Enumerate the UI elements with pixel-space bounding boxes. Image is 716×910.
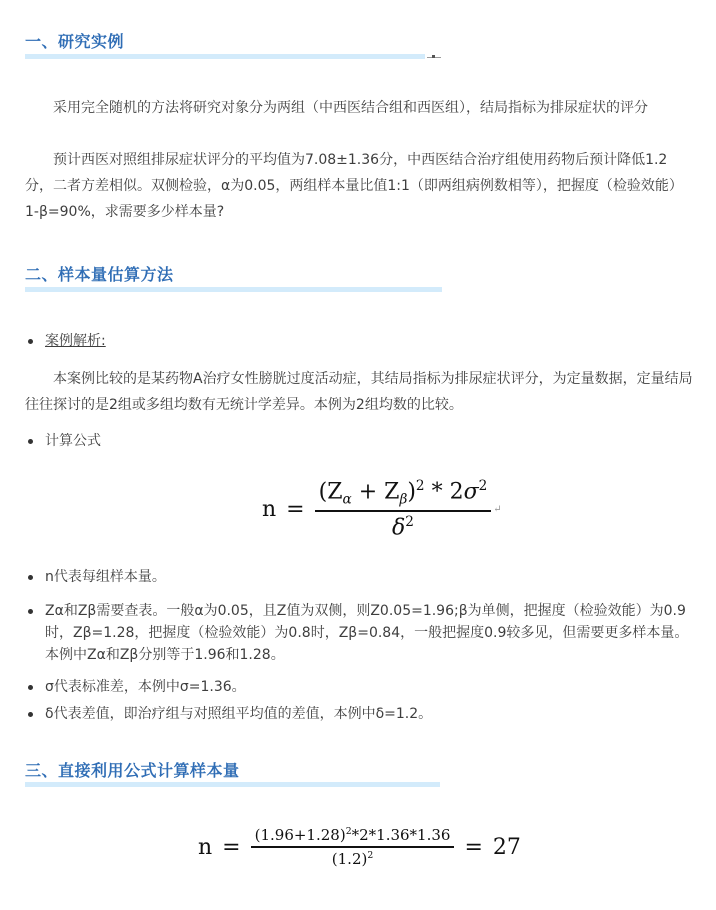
note-sigma: σ代表标准差，本例中σ=1.36。 — [45, 676, 246, 698]
bullet-formula-label: 计算公式 — [45, 430, 101, 452]
calc-lhs: n — [198, 834, 213, 860]
paragraph-study-parameters: 预计西医对照组排尿症状评分的平均值为7.08±1.36分，中西医结合治疗组使用药物后预计降低1.2分，二者方差相似。双侧检验，α为0.05，两组样本量比值1:1（即两组病例数相等），把握度（检验效能）1-β=90%，求需要多少样本量? — [25, 152, 683, 220]
note-n: n代表每组样本量。 — [45, 566, 166, 588]
calc-denominator: $(1.2)^2$ — [331, 850, 374, 868]
section-heading-bar-1 — [25, 54, 425, 59]
section-heading-2: 二、样本量估算方法 — [25, 265, 174, 284]
calc-result: 27 — [492, 834, 521, 860]
formula-fraction — [315, 478, 492, 540]
bullet-case-analysis — [45, 330, 106, 352]
anchor-icon — [427, 57, 441, 63]
section-heading-3: 三、直接利用公式计算样本量 — [25, 761, 240, 780]
section-heading-1: 一、研究实例 — [25, 32, 125, 51]
formula-numerator: $(Z_\alpha + Z_\beta)^2 * 2\sigma^2$ — [315, 478, 492, 512]
note-z-values: Zα和Zβ需要查表。一般α为0.05，且Z值为双侧，则Z0.05=1.96;β为单侧，把握度（检验效能）为0.9时，Zβ=1.28，把握度（检验效能）为0.8时，Zβ=0.84，一般把握度0.9较多见，但需要更多样本量。本例中Zα和Zβ分别等于1.96和1.28。 — [45, 600, 700, 666]
section-heading-bar-3 — [25, 782, 440, 787]
formula-lhs: n — [262, 496, 277, 522]
calc-equals-2: = — [464, 834, 483, 860]
note-delta: δ代表差值，即治疗组与对照组平均值的差值，本例中δ=1.2。 — [45, 703, 432, 725]
formula-denominator: $\delta^2$ — [391, 513, 414, 541]
paragraph-return-icon: ↵ — [493, 503, 502, 515]
paragraph-case-analysis: 本案例比较的是某药物A治疗女性膀胱过度活动症，其结局指标为排尿症状评分，为定量数据，定量结局往往探讨的是2组或多组均数有无统计学差异。本例为2组均数的比较。 — [25, 371, 693, 413]
calc-numerator: $(1.96+1.28)^2*2*1.36*1.36$ — [251, 826, 455, 848]
sample-size-formula — [262, 478, 502, 540]
calc-fraction — [251, 826, 455, 868]
case-analysis-label: 案例解析: — [45, 333, 106, 349]
formula-equals: = — [286, 496, 305, 522]
paragraph-study-design: 采用完全随机的方法将研究对象分为两组（中西医结合组和西医组），结局指标为排尿症状的评分 — [53, 100, 648, 116]
section-heading-bar-2 — [25, 287, 442, 292]
calculation-formula — [198, 826, 521, 868]
calc-equals: = — [222, 834, 241, 860]
